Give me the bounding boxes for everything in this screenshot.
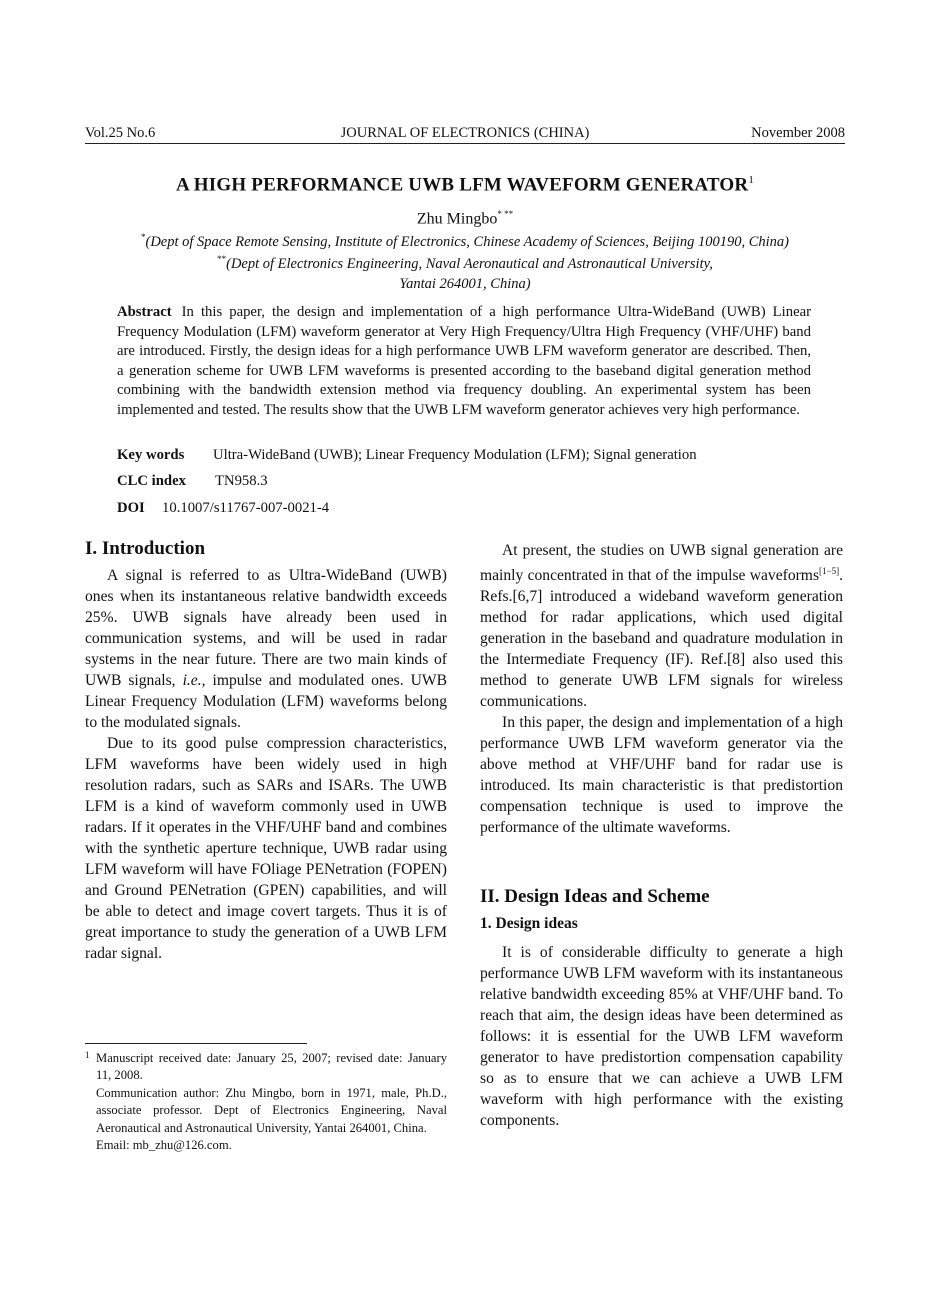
intro-p1-b: , impulse and modulated ones. UWB Linear Frequency Modulation (LFM) waveforms belong to the modulated signals. bbox=[85, 672, 447, 731]
footnote-rule bbox=[85, 1043, 307, 1044]
footnote-received bbox=[85, 1050, 447, 1085]
right-column-body-2 bbox=[480, 942, 843, 1131]
abstract bbox=[117, 303, 811, 421]
keywords-value: Ultra-WideBand (UWB); Linear Frequency Modulation (LFM); Signal generation bbox=[213, 447, 697, 463]
affiliation-1-text: (Dept of Space Remote Sensing, Institute of Electronics, Chinese Academy of Sciences, Beijing 100190, China) bbox=[145, 233, 789, 250]
affiliation-2-line1: (Dept of Electronics Engineering, Naval Aeronautical and Astronautical University, bbox=[226, 255, 713, 272]
journal-name: JOURNAL OF ELECTRONICS (CHINA) bbox=[340, 125, 590, 141]
right-paragraph-2: In this paper, the design and implementation of a high performance UWB LFM waveform generator via the above method at VHF/UHF band for radar use is introduced. Its main characteristic is that predistortion compensation technique is used to improve the performance of the ultimate waveforms. bbox=[480, 714, 843, 837]
title-footnote-mark: 1 bbox=[748, 174, 755, 186]
subsection-design-ideas-heading: 1. Design ideas bbox=[480, 915, 578, 932]
footnote-received-text: Manuscript received date: January 25, 2007; revised date: January 11, 2008. bbox=[96, 1051, 447, 1083]
section-design-heading: II. Design Ideas and Scheme bbox=[480, 886, 710, 907]
intro-paragraph-1 bbox=[85, 565, 447, 733]
intro-p1-ie: i.e. bbox=[182, 672, 202, 689]
affiliation-2-cont bbox=[85, 276, 845, 293]
abstract-label: Abstract bbox=[117, 304, 172, 320]
intro-paragraph-2: Due to its good pulse compression characteristics, LFM waveforms have been widely used in high resolution radars, such as SARs and ISARs. The UWB LFM is a kind of waveform commonly used in UWB radars. If it operates in the VHF/UHF band and combines with the synthetic aperture technique, UWB radar using LFM waveform will have FOliage PENetration (FOPEN) and Ground PENetration (GPEN) capabilities, and will be able to detect and image covert targets. Thus it is of great importance to study the generation of a UWB LFM radar signal. bbox=[85, 735, 447, 962]
running-header bbox=[85, 125, 845, 144]
intro-p1-a: A signal is referred to as Ultra-WideBand (UWB) ones when its instantaneous relative bandwidth exceeds 25%. UWB signals have already been used in communication systems, and will be used in radar systems in the near future. There are two main kinds of UWB signals, bbox=[85, 567, 447, 689]
right-p1-a: At present, the studies on UWB signal generation are mainly concentrated in that of the impulse waveforms bbox=[480, 542, 843, 585]
journal-volume: Vol.25 No.6 bbox=[85, 125, 156, 141]
design-ideas-paragraph: It is of considerable difficulty to generate a high performance UWB LFM waveform with its instantaneous relative bandwidth exceeding 85% at VHF/UHF band. To reach that aim, the design ideas have been determined as follows: it is essential for the UWB LFM waveform generator to have predistortion compensation capability so as to ensure that we can achieve a UWB LFM waveform with high performance with the existing components. bbox=[480, 944, 843, 1129]
affiliation-1-mark: * bbox=[141, 232, 146, 242]
doi-value: 10.1007/s11767-007-0021-4 bbox=[162, 500, 330, 516]
affiliation-1 bbox=[85, 232, 845, 251]
footnote-mark: 1 bbox=[85, 1050, 90, 1060]
paper-title-text: A HIGH PERFORMANCE UWB LFM WAVEFORM GENERATOR bbox=[175, 174, 749, 196]
left-column-body bbox=[85, 565, 447, 964]
doi-label: DOI bbox=[117, 500, 145, 516]
right-paragraph-1 bbox=[480, 540, 843, 712]
citation-1-5: [1−5] bbox=[819, 566, 840, 576]
right-p1-b: . Refs.[6,7] introduced a wideband waveform generation method for radar applications, which used digital generation in the baseband and quadrature modulation in the Intermediate Frequency (IF). Ref.[8] also used this method to generate UWB LFM signals for wireless communications. bbox=[480, 567, 843, 711]
affiliation-2 bbox=[85, 254, 845, 273]
keywords-label: Key words bbox=[117, 447, 185, 463]
paper-title bbox=[85, 174, 845, 196]
clc-value: TN958.3 bbox=[215, 473, 268, 489]
clc-label: CLC index bbox=[117, 473, 186, 489]
affiliation-2-line2: Yantai 264001, China) bbox=[399, 276, 531, 292]
footnote bbox=[85, 1050, 447, 1154]
keywords bbox=[117, 447, 697, 464]
author-name: Zhu Mingbo bbox=[416, 210, 498, 228]
footnote-author-info: Communication author: Zhu Mingbo, born in 1971, male, Ph.D., associate professor. Dept of Electronics Engineering, Naval Aeronautical and Astronautical University, Yantai 264001, China. bbox=[96, 1085, 447, 1135]
author-line bbox=[85, 209, 845, 228]
section-introduction-heading: I. Introduction bbox=[85, 538, 206, 559]
clc-index bbox=[117, 473, 268, 490]
doi bbox=[117, 500, 329, 517]
author-marks: * ** bbox=[497, 209, 514, 219]
footnote-email: Email: mb_zhu@126.com. bbox=[96, 1138, 232, 1153]
abstract-text: In this paper, the design and implementation of a high performance Ultra-WideBand (UWB) Linear Frequency Modulation (LFM) waveform generator at Very High Frequency/Ultra High Frequency (VHF/UHF) band are introduced. Firstly, the design ideas for a high performance UWB LFM waveform generator are described. Then, a generation scheme for UWB LFM waveforms is presented according to the baseband digital generation method combining with the bandwidth extension method via frequency doubling. An experimental system has been implemented and tested. The results show that the UWB LFM waveform generator achieves very high performance. bbox=[117, 304, 811, 418]
right-column-body bbox=[480, 540, 843, 838]
affiliation-2-mark: ** bbox=[217, 254, 227, 264]
journal-date: November 2008 bbox=[751, 125, 845, 141]
